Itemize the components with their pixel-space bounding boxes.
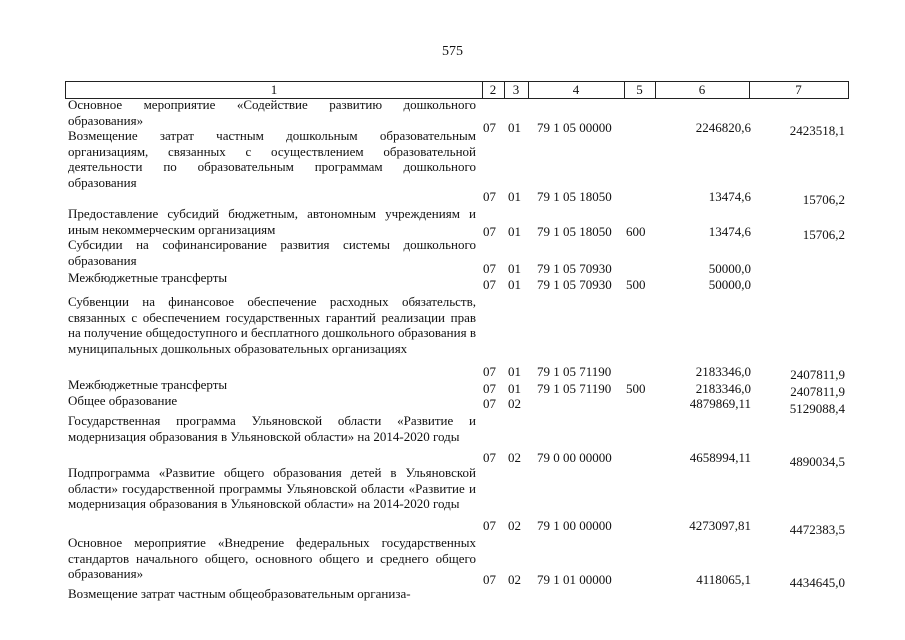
- cell-expense-type: 600: [626, 224, 646, 239]
- cell-amount-year-2: 4434645,0: [789, 575, 845, 590]
- cell-target-code: 79 1 05 00000: [537, 120, 612, 135]
- row-description: Государственная программа Ульяновской области «Развитие и модернизация образования в Ульяновской области» на 2014-2020 годы: [68, 413, 476, 444]
- cell-amount-year-2: 15706,2: [802, 192, 845, 207]
- cell-section: 07: [483, 277, 496, 292]
- cell-expense-type: 500: [626, 277, 646, 292]
- cell-amount-year-2: 4472383,5: [789, 522, 845, 537]
- cell-target-code: 79 1 05 18050: [537, 189, 612, 204]
- cell-section: 07: [483, 518, 496, 533]
- header-col-5: 5: [624, 82, 656, 98]
- cell-target-code: 79 1 05 18050: [537, 224, 612, 239]
- cell-amount-year-1: 13474,6: [708, 189, 751, 204]
- cell-amount-year-1: 50000,0: [708, 277, 751, 292]
- cell-subsection: 02: [508, 572, 521, 587]
- cell-amount-year-2: 2407811,9: [790, 367, 845, 382]
- cell-amount-year-1: 2183346,0: [695, 364, 751, 379]
- cell-subsection: 01: [508, 261, 521, 276]
- header-col-3: 3: [504, 82, 529, 98]
- row-description: Основное мероприятие «Содействие развитию дошкольного образования»: [68, 97, 476, 128]
- cell-subsection: 01: [508, 189, 521, 204]
- cell-subsection: 01: [508, 120, 521, 135]
- row-description: Субвенции на финансовое обеспечение расходных обязательств, связанных с обеспечением государственных гарантий реализации прав на получение общедоступного и бесплатного дошкольного образования в муниципальных дошкольных образовательных организациях: [68, 294, 476, 356]
- cell-subsection: 01: [508, 364, 521, 379]
- cell-amount-year-1: 4879869,11: [689, 396, 751, 411]
- cell-subsection: 02: [508, 518, 521, 533]
- header-col-1: 1: [66, 82, 483, 98]
- page-number: 575: [442, 44, 463, 59]
- cell-amount-year-2: 2407811,9: [790, 384, 845, 399]
- cell-subsection: 01: [508, 277, 521, 292]
- row-description: Основное мероприятие «Внедрение федеральных государственных стандартов начального общего, основного общего и среднего общего образования»: [68, 535, 476, 581]
- cell-amount-year-1: 2183346,0: [695, 381, 751, 396]
- cell-expense-type: 500: [626, 381, 646, 396]
- header-col-4: 4: [528, 82, 625, 98]
- row-description: Общее образование: [68, 393, 178, 408]
- cell-amount-year-2: 5129088,4: [789, 401, 845, 416]
- header-col-6: 6: [655, 82, 750, 98]
- row-description: Межбюджетные трансферты: [68, 377, 228, 392]
- header-col-7: 7: [795, 82, 802, 97]
- cell-target-code: 79 0 00 00000: [537, 450, 612, 465]
- row-description: Возмещение затрат частным общеобразовательным организа-: [68, 586, 411, 601]
- cell-section: 07: [483, 572, 496, 587]
- cell-target-code: 79 1 05 71190: [537, 364, 612, 379]
- cell-amount-year-1: 4118065,1: [696, 572, 751, 587]
- cell-target-code: 79 1 05 70930: [537, 277, 612, 292]
- row-description: Предоставление субсидий бюджетным, автономным учреждениям и иным некоммерческим организациям: [68, 206, 476, 237]
- row-description: Межбюджетные трансферты: [68, 270, 228, 285]
- cell-section: 07: [483, 396, 496, 411]
- cell-target-code: 79 1 05 71190: [537, 381, 612, 396]
- cell-amount-year-2: 4890034,5: [789, 454, 845, 469]
- cell-subsection: 02: [508, 396, 521, 411]
- row-description: Возмещение затрат частным дошкольным образовательным организациям, связанных с осуществлением образовательной деятельности по образовательным программам дошкольного образования: [68, 128, 476, 190]
- cell-amount-year-2: 2423518,1: [789, 123, 845, 138]
- cell-amount-year-1: 50000,0: [708, 261, 751, 276]
- cell-amount-year-1: 13474,6: [708, 224, 751, 239]
- cell-target-code: 79 1 00 00000: [537, 518, 612, 533]
- row-description: Подпрограмма «Развитие общего образования детей в Ульяновской области» государственной программы Ульяновской области «Развитие и модернизация образования в Ульяновской области» на 2014-2020 годы: [68, 465, 476, 511]
- cell-target-code: 79 1 05 70930: [537, 261, 612, 276]
- cell-section: 07: [483, 261, 496, 276]
- cell-amount-year-2: 15706,2: [802, 227, 845, 242]
- cell-amount-year-1: 4658994,11: [689, 450, 751, 465]
- cell-section: 07: [483, 381, 496, 396]
- cell-subsection: 02: [508, 450, 521, 465]
- cell-amount-year-1: 4273097,81: [689, 518, 751, 533]
- cell-section: 07: [483, 120, 496, 135]
- row-description: Субсидии на софинансирование развития системы дошкольного образования: [68, 237, 476, 268]
- cell-subsection: 01: [508, 224, 521, 239]
- cell-section: 07: [483, 189, 496, 204]
- cell-section: 07: [483, 224, 496, 239]
- cell-section: 07: [483, 450, 496, 465]
- header-col-2: 2: [482, 82, 505, 98]
- cell-section: 07: [483, 364, 496, 379]
- cell-amount-year-1: 2246820,6: [695, 120, 751, 135]
- cell-target-code: 79 1 01 00000: [537, 572, 612, 587]
- cell-subsection: 01: [508, 381, 521, 396]
